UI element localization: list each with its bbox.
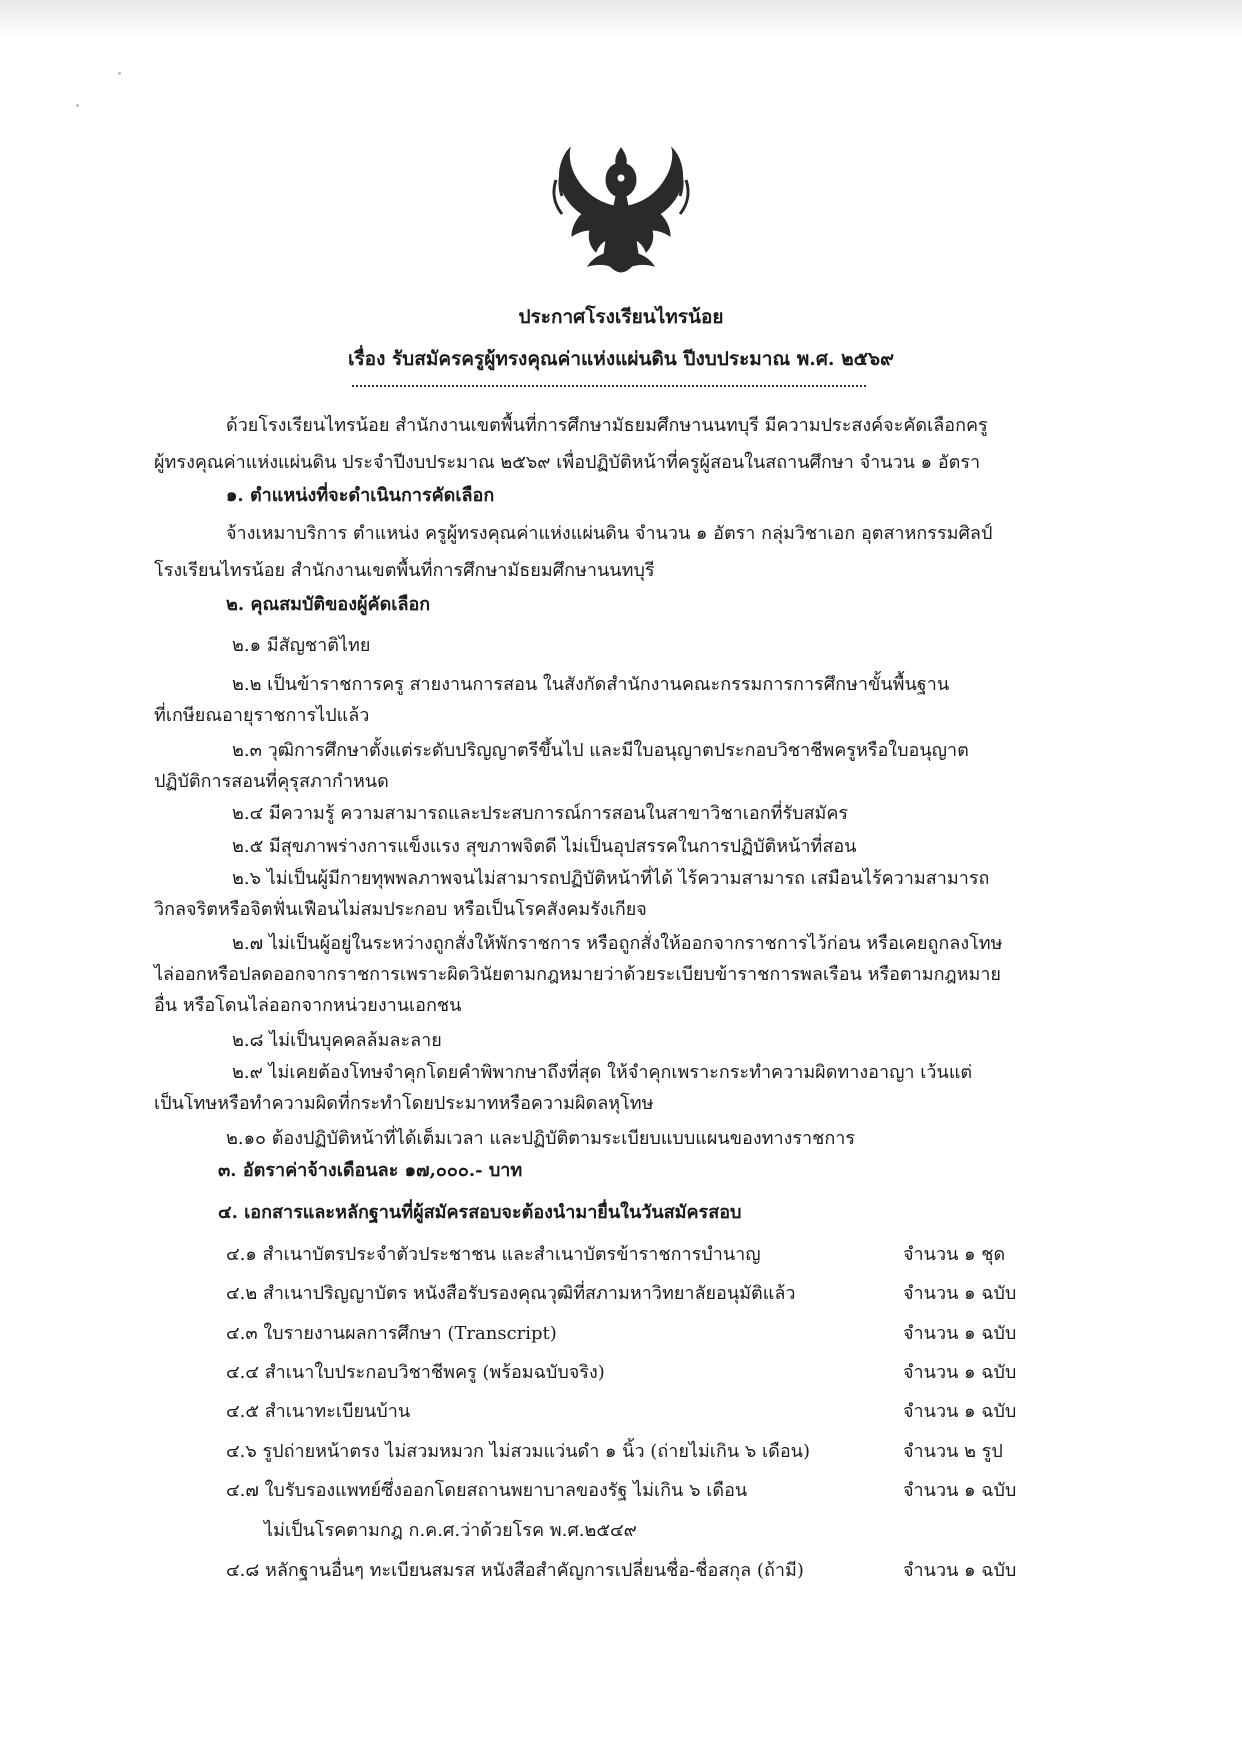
document-4-1: ๔.๑ สำเนาบัตรประจำตัวประชาชน และสำเนาบัตรข้าราชการบำนาญ	[226, 1244, 761, 1265]
qualification-2-9-cont: เป็นโทษหรือทำความผิดที่กระทำโดยประมาทหรือความผิดลหุโทษ	[154, 1093, 654, 1114]
scan-speck	[76, 104, 79, 107]
qualification-2-7-cont-2: อื่น หรือโดนไล่ออกจากหน่วยงานเอกชน	[154, 995, 462, 1016]
document-4-1-quantity: จำนวน ๑ ชุด	[903, 1244, 1006, 1265]
document-4-6-quantity: จำนวน ๒ รูป	[903, 1441, 1003, 1462]
qualification-2-2: ๒.๒ เป็นข้าราชการครู สายงานการสอน ในสังกัดสำนักงานคณะกรรมการการศึกษาขั้นพื้นฐาน	[232, 674, 950, 695]
qualification-2-7-cont-1: ไล่ออกหรือปลดออกจากราชการเพราะผิดวินัยตามกฎหมายว่าด้วยระเบียบข้าราชการพลเรือน หรือตามกฎหมาย	[154, 964, 1001, 985]
section1-line-1: จ้างเหมาบริการ ตำแหน่ง ครูผู้ทรงคุณค่าแห่งแผ่นดิน จำนวน ๑ อัตรา กลุ่มวิชาเอก อุตสาหกรรมศิลป์	[226, 523, 993, 544]
section4-heading: ๔. เอกสารและหลักฐานที่ผู้สมัครสอบจะต้องนำมายื่นในวันสมัครสอบ	[218, 1202, 742, 1223]
qualification-2-3-cont: ปฏิบัติการสอนที่คุรุสภากำหนด	[154, 771, 389, 792]
scan-speck	[118, 72, 121, 75]
qualification-2-3: ๒.๓ วุฒิการศึกษาตั้งแต่ระดับปริญญาตรีขึ้นไป และมีใบอนุญาตประกอบวิชาชีพครูหรือใบอนุญาต	[232, 740, 969, 761]
document-4-7: ๔.๗ ใบรับรองแพทย์ซึ่งออกโดยสถานพยาบาลของรัฐ ไม่เกิน ๖ เดือน	[226, 1480, 748, 1501]
document-4-5: ๔.๕ สำเนาทะเบียนบ้าน	[226, 1401, 411, 1422]
document-4-4: ๔.๔ สำเนาใบประกอบวิชาชีพครู (พร้อมฉบับจริง)	[226, 1362, 605, 1383]
document-4-3-quantity: จำนวน ๑ ฉบับ	[903, 1323, 1017, 1344]
intro-line-1: ด้วยโรงเรียนไทรน้อย สำนักงานเขตพื้นที่การศึกษามัธยมศึกษานนทบุรี มีความประสงค์จะคัดเลือกครู	[226, 415, 988, 436]
qualification-2-9: ๒.๙ ไม่เคยต้องโทษจำคุกโดยคำพิพากษาถึงที่สุด ให้จำคุกเพราะกระทำความผิดทางอาญา เว้นแต่	[232, 1062, 973, 1083]
separator-dotted-line	[352, 385, 866, 387]
document-4-6: ๔.๖ รูปถ่ายหน้าตรง ไม่สวมหมวก ไม่สวมแว่นดำ ๑ นิ้ว (ถ่ายไม่เกิน ๖ เดือน)	[226, 1441, 811, 1462]
document-4-2: ๔.๒ สำเนาปริญญาบัตร หนังสือรับรองคุณวุฒิที่สภามหาวิทยาลัยอนุมัติแล้ว	[226, 1283, 796, 1304]
qualification-2-8: ๒.๘ ไม่เป็นบุคคลล้มละลาย	[232, 1030, 442, 1051]
document-4-5-quantity: จำนวน ๑ ฉบับ	[903, 1401, 1017, 1422]
scan-top-shadow	[0, 0, 1242, 40]
document-4-3: ๔.๓ ใบรายงานผลการศึกษา (Transcript)	[226, 1323, 557, 1344]
qualification-2-6-cont: วิกลจริตหรือจิตฟั่นเฟือนไม่สมประกอบ หรือเป็นโรคสังคมรังเกียจ	[154, 899, 647, 920]
intro-line-2: ผู้ทรงคุณค่าแห่งแผ่นดิน ประจำปีงบประมาณ ๒๕๖๙ เพื่อปฏิบัติหน้าที่ครูผู้สอนในสถานศึกษา จำนวน ๑ อัตรา	[154, 452, 981, 473]
qualification-2-6: ๒.๖ ไม่เป็นผู้มีกายทุพพลภาพจนไม่สามารถปฏิบัติหน้าที่ได้ ไร้ความสามารถ เสมือนไร้ความสามารถ	[232, 868, 990, 889]
qualification-2-2-cont: ที่เกษียณอายุราชการไปแล้ว	[154, 705, 370, 726]
garuda-emblem-icon	[536, 140, 706, 282]
qualification-2-10: ๒.๑๐ ต้องปฏิบัติหน้าที่ได้เต็มเวลา และปฏิบัติตามระเบียบแบบแผนของทางราชการ	[226, 1128, 856, 1149]
qualification-2-7: ๒.๗ ไม่เป็นผู้อยู่ในระหว่างถูกสั่งให้พักราชการ หรือถูกสั่งให้ออกจากราชการไว้ก่อน หรือเคยถูกลงโทษ	[232, 933, 1003, 954]
qualification-2-5: ๒.๕ มีสุขภาพร่างการแข็งแรง สุขภาพจิตดี ไม่เป็นอุปสรรคในการปฏิบัติหน้าที่สอน	[232, 836, 857, 857]
document-4-7-cont: ไม่เป็นโรคตามกฎ ก.ค.ศ.ว่าด้วยโรค พ.ศ.๒๕๔๙	[264, 1520, 637, 1541]
section1-line-2: โรงเรียนไทรน้อย สำนักงานเขตพื้นที่การศึกษามัธยมศึกษานนทบุรี	[154, 560, 655, 581]
section2-heading: ๒. คุณสมบัติของผู้คัดเลือก	[226, 594, 431, 615]
announcement-title: ประกาศโรงเรียนไทรน้อย	[518, 306, 724, 328]
section1-heading: ๑. ตำแหน่งที่จะดำเนินการคัดเลือก	[226, 485, 495, 506]
qualification-2-1: ๒.๑ มีสัญชาติไทย	[232, 635, 371, 656]
section3-heading: ๓. อัตราค่าจ้างเดือนละ ๑๗,๐๐๐.- บาท	[218, 1160, 523, 1181]
document-4-8: ๔.๘ หลักฐานอื่นๆ ทะเบียนสมรส หนังสือสำคัญการเปลี่ยนชื่อ-ชื่อสกุล (ถ้ามี)	[226, 1560, 804, 1581]
document-4-2-quantity: จำนวน ๑ ฉบับ	[903, 1283, 1017, 1304]
document-4-7-quantity: จำนวน ๑ ฉบับ	[903, 1480, 1017, 1501]
announcement-subject: เรื่อง รับสมัครครูผู้ทรงคุณค่าแห่งแผ่นดิน ปีงบประมาณ พ.ศ. ๒๕๖๙	[347, 348, 895, 370]
document-4-8-quantity: จำนวน ๑ ฉบับ	[903, 1560, 1017, 1581]
document-4-4-quantity: จำนวน ๑ ฉบับ	[903, 1362, 1017, 1383]
qualification-2-4: ๒.๔ มีความรู้ ความสามารถและประสบการณ์การสอนในสาขาวิชาเอกที่รับสมัคร	[232, 803, 849, 824]
